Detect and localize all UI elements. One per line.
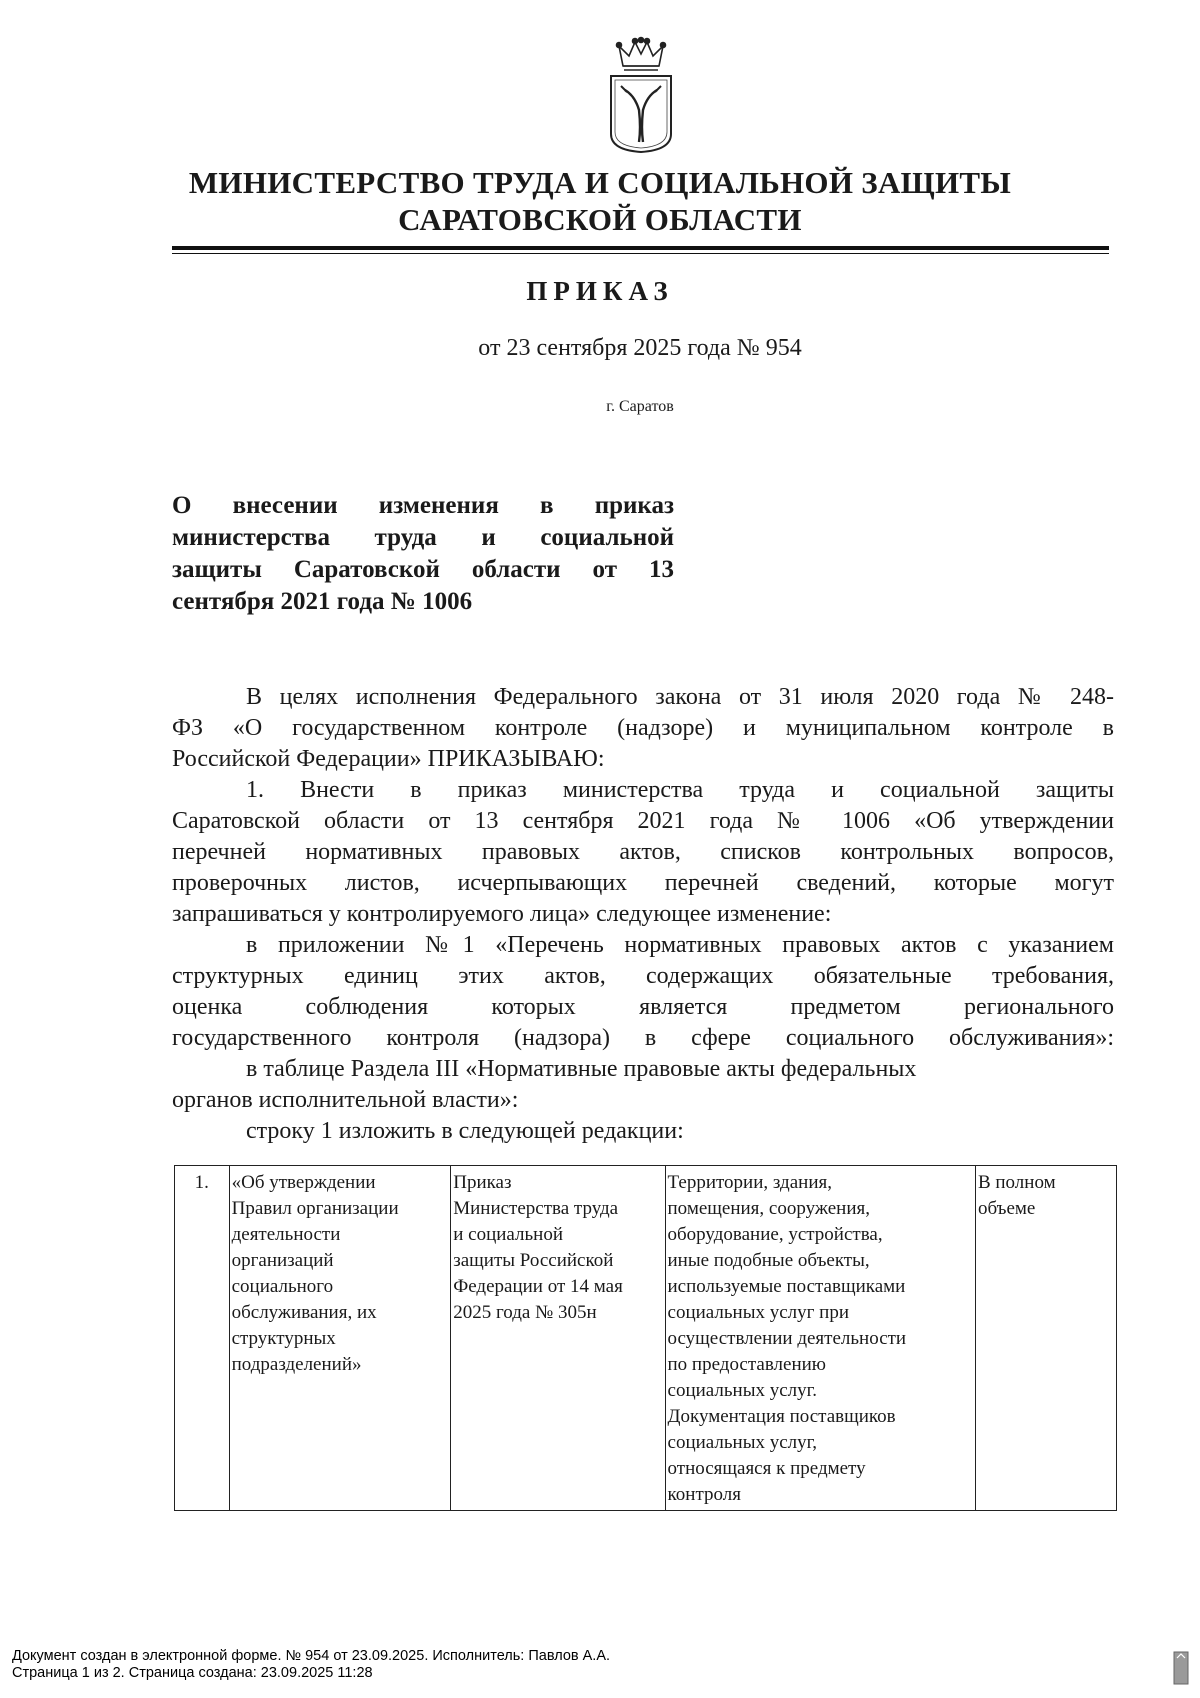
emblem-small-icon: [1172, 1650, 1190, 1686]
table-cell-scope: [975, 1166, 1116, 1511]
cell-line: оборудование, устройства,: [667, 1224, 883, 1245]
cell-line: относящаяся к предмету: [667, 1458, 866, 1479]
subject-line: О внесении изменения в приказ: [172, 492, 674, 519]
subject-line: защиты Саратовской области от 13: [172, 556, 674, 583]
cell-line: иные подобные объекты,: [667, 1250, 870, 1271]
ministry-title: [150, 164, 1050, 238]
cell-line: помещения, сооружения,: [667, 1198, 870, 1219]
coat-of-arms-icon: [605, 36, 677, 154]
table-cell-number: [175, 1166, 230, 1511]
body-line: перечней нормативных правовых актов, списков контрольных вопросов,: [172, 839, 1114, 865]
document-subject: [172, 490, 674, 618]
cell-line: Правил организации: [231, 1198, 399, 1219]
body-line: строку 1 изложить в следующей редакции:: [246, 1118, 684, 1144]
cell-line: 2025 года № 305н: [453, 1302, 597, 1323]
cell-line: защиты Российской: [453, 1250, 614, 1271]
body-line: ФЗ «О государственном контроле (надзоре) и муниципальном контроле в: [172, 715, 1114, 741]
body-line: органов исполнительной власти»:: [172, 1087, 519, 1113]
subject-line: сентября 2021 года № 1006: [172, 588, 473, 615]
table-cell-title: [229, 1166, 451, 1511]
cell-line: социальных услуг.: [667, 1380, 818, 1401]
cell-line: Министерства труда: [453, 1198, 619, 1219]
document-date-number: от 23 сентября 2025 года № 954: [478, 335, 802, 361]
header-rule-thick: [172, 246, 1109, 250]
body-line: проверочных листов, исчерпывающих перечней сведений, которые могут: [172, 870, 1114, 896]
cell-line: социальных услуг при: [667, 1302, 850, 1323]
cell-line: по предоставлению: [667, 1354, 826, 1375]
cell-line: обслуживания, их: [231, 1302, 377, 1323]
table-cell-act: [451, 1166, 665, 1511]
cell-line: осуществлении деятельности: [667, 1328, 907, 1349]
body-line: Российской Федерации» ПРИКАЗЫВАЮ:: [172, 746, 605, 772]
document-city: г. Саратов: [606, 398, 674, 415]
cell-line: подразделений»: [231, 1354, 362, 1375]
cell-line: социальных услуг,: [667, 1432, 818, 1453]
cell-line: Территории, здания,: [667, 1172, 832, 1193]
cell-line: используемые поставщиками: [667, 1276, 906, 1297]
ministry-title-line-2: САРАТОВСКОЙ ОБЛАСТИ: [398, 202, 802, 237]
cell-line: объеме: [977, 1198, 1036, 1219]
cell-line: В полном: [977, 1172, 1056, 1193]
cell-line: Документация поставщиков: [667, 1406, 896, 1427]
cell-line: организаций: [231, 1250, 334, 1271]
body-line: в таблице Раздела III «Нормативные правовые акты федеральных: [246, 1056, 917, 1082]
body-line: оценка соблюдения которых является предметом регионального: [172, 994, 1114, 1020]
body-line: государственного контроля (надзора) в сфере социального обслуживания»:: [172, 1025, 1114, 1051]
amendment-table: [174, 1165, 1117, 1511]
table-row: [175, 1166, 1117, 1511]
header-rule-thin: [172, 253, 1109, 254]
cell-line: Федерации от 14 мая: [453, 1276, 623, 1297]
body-line: Саратовской области от 13 сентября 2021 года № 1006 «Об утверждении: [172, 808, 1114, 834]
body-line: 1. Внести в приказ министерства труда и социальной защиты: [246, 777, 1114, 803]
table-cell-objects: [665, 1166, 975, 1511]
cell-line: «Об утверждении: [231, 1172, 376, 1193]
document-body: [172, 682, 1114, 1147]
cell-line: и социальной: [453, 1224, 563, 1245]
body-line: в приложении №1 «Перечень нормативных правовых актов с указанием: [246, 932, 1114, 958]
subject-line: министерства труда и социальной: [172, 524, 674, 551]
document-type: ПРИКАЗ: [526, 276, 674, 306]
body-line: структурных единиц этих актов, содержащих обязательные требования,: [172, 963, 1114, 989]
body-line: запрашиваться у контролируемого лица» следующее изменение:: [172, 901, 832, 927]
cell-line: деятельности: [231, 1224, 341, 1245]
cell-line: социального: [231, 1276, 334, 1297]
cell-line: структурных: [231, 1328, 336, 1349]
footer-line-1: Документ создан в электронной форме. № 954 от 23.09.2025. Исполнитель: Павлов А.А.: [12, 1648, 611, 1664]
ministry-title-line-1: МИНИСТЕРСТВО ТРУДА И СОЦИАЛЬНОЙ ЗАЩИТЫ: [188, 165, 1012, 200]
row-number: 1.: [194, 1172, 209, 1193]
footer-line-2: Страница 1 из 2. Страница создана: 23.09.2025 11:28: [12, 1665, 373, 1681]
cell-line: Приказ: [453, 1172, 512, 1193]
electronic-document-footer: [12, 1648, 610, 1682]
cell-line: контроля: [667, 1484, 741, 1505]
body-line: В целях исполнения Федерального закона от 31 июля 2020 года № 248-: [246, 684, 1114, 710]
